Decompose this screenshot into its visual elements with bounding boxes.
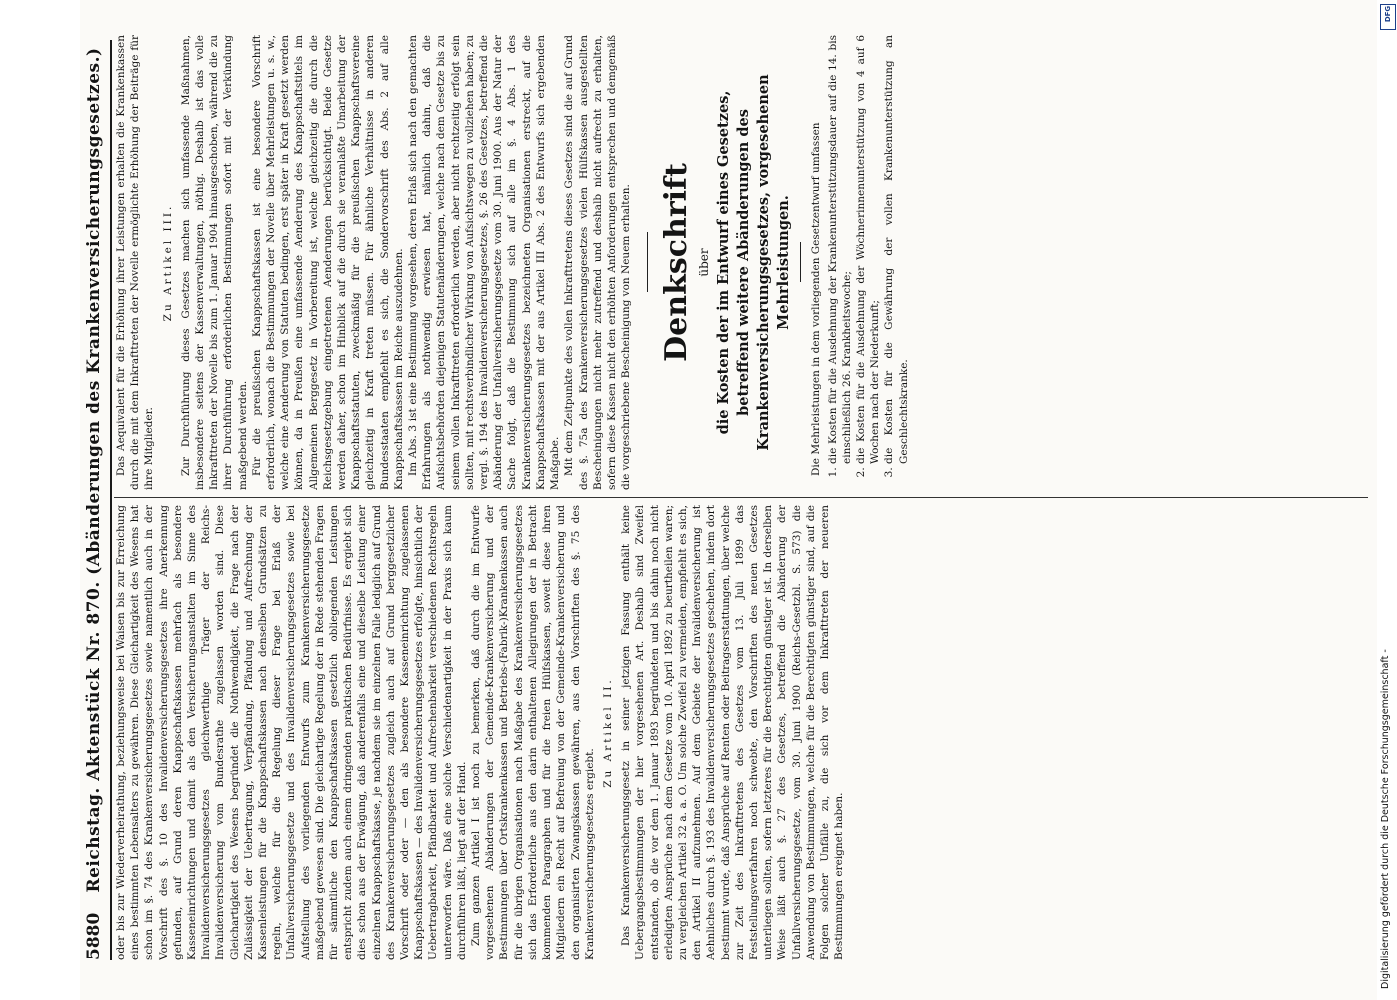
funding-credit: Digitalisierung gefördert durch die Deutsche Forschungsgemeinschaft - [1380,649,1391,989]
running-head [80,40,112,960]
page-title: Reichstag. Aktenstück Nr. 870. (Abänderungen des Krankenversicherungsgesetzes.) [84,47,104,893]
paragraph: Das Aequivalent für die Erhöhung ihrer Leistungen erhalten die Krankenkassen durch die mit dem Inkrafttreten der Novelle ermöglichte Erhöhung der Beiträge für ihre Mitglieder. [115,35,156,490]
paragraph: oder bis zur Wiederverheirathung, beziehungsweise bei Waisen bis zur Erreichung eines bestimmten Lebensalters zu gewähren. Diese Gleichartigkeit des Wesens hat schon im §. 74 des Krankenversicherungsgesetzes sowie namentlich auch in der Vorschrift des §. 10 des Invalidenversicherungsgesetzes ihre Anerkennung gefunden, auf Grund deren Knappschaftskassen mehrfach als besondere Kasseneinrichtungen und damit als den Versicherungsanstalten im Sinne des Invalidenversicherungsgesetzes gleichwerthige Träger der Reichs-Invalidenversicherung vom Bundesrathe zugelassen worden sind. Diese Gleichartigkeit des Wesens begründet die Nothwendigkeit, die Frage nach der Zulässigkeit der Uebertragung, Verpfändung, Pfändung und Aufrechnung der Kassenleistungen für die Knappschaftskassen nach denselben Grundsätzen zu regeln, welche für die Regelung dieser Frage bei Erlaß der Unfallversicherungsgesetze und des Invalidenversicherungsgesetzes sowie bei Aufstellung des vorliegenden Entwurfs zum Krankenversicherungsgesetze maßgebend gewesen sind. Die gleichartige Regelung der in Rede stehenden Fragen für sämmtliche den Knappschaftskassen gesetzlich obliegenden Leistungen entspricht zudem auch einem dringenden praktischen Bedürfnisse. Es ergiebt sich dies schon aus der Erwägung, daß anderenfalls eine und dieselbe Leistung einer einzelnen Knappschaftskasse, je nachdem sie im einzelnen Falle lediglich auf Grund des Krankenversicherungsgesetzes zugleich auch auf Grund berggesetzlicher Vorschrift oder oder — den als besondere Kasseneinrichtung zugelassenen Knappschaftskassen — des Invalidenversicherungsgesetzes erfolgte, hinsichtlich der Uebertragbarkeit, Pfändbarkeit und Aufrechenbarkeit verschiedenen Rechtsregeln unterworfen wäre. Daß eine solche Verschiedenartigkeit in der Praxis sich kaum durchführen läßt, liegt auf der Hand. [115,505,468,960]
section-divider [647,233,648,293]
right-column [114,35,1368,490]
paragraph: Mit dem Zeitpunkte des vollen Inkrafttretens dieses Gesetzes sind die auf Grund des §. 75a des Krankenversicherungsgesetzes vielen Hülfskassen ausgestellten Bescheinigungen nicht mehr zutreffend und deshalb nicht aufrecht zu erhalten, sofern diese Kassen nicht den erhöhten Anforderungen entsprechen und demgemäß die vorgeschriebene Bescheinigung von Neuem erhalten. [563,35,633,490]
memorandum-list [826,35,911,490]
dfg-logo-label: DFG [1384,5,1392,23]
memorandum-title: Denkschrift [659,163,695,362]
memorandum-over: über [697,248,712,277]
article-heading: Zu Artikel III. [161,203,174,322]
paragraph: Zum ganzen Artikel I ist noch zu bemerken, daß durch die im Entwurfe vorgesehenen Abänderungen der Gemeinde-Krankenversicherung und der Bestimmungen über Ortskrankenkassen und Betriebs-(Fabrik-)Krankenkassen auch für die übrigen Organisationen nach Maßgabe des Krankenversicherungsgesetzes sich das Erforderliche aus den darin enthaltenen Allegirungen der in Betracht kommenden Paragraphen und für die freien Hülfskassen, soweit diese ihren Mitgliedern ein Recht auf Befreiung von der Gemeinde-Krankenversicherung und den organisirten Zwangskassen gewähren, aus den Vorschriften des §. 75 des Krankenversicherungsgesetzes ergiebt. [470,505,596,960]
digitization-note [1377,0,1397,1000]
scanned-page [80,0,1380,1000]
article-heading: Zu Artikel II. [601,677,614,788]
left-column [114,505,1368,960]
page-number: 5880 [84,912,104,960]
memorandum-subject: die Kosten der im Entwurf eines Gesetzes, betreffend weitere Abänderungen des Krankenversicherungsgesetzes, vorgesehenen Mehrleistungen. [715,74,793,451]
list-item: 1. die Kosten für die Ausdehnung der Krankenunterstützungsdauer auf die 14. bis einschließlich 26. Krankheitswoche; [826,35,854,464]
paragraph: Für die preußischen Knappschaftskassen ist eine besondere Vorschrift erforderlich, wonach die Bestimmungen der Novelle über Mehrleistungen u. s. w., welche eine Aenderung von Statuten bedingen, erst später in Kraft gesetzt werden können, da in Preußen eine umfassende Aenderung des Knappschaftstitels im Allgemeinen Berggesetz in Vorbereitung ist, welche gleichzeitig die durch die Reichsgesetzgebung eingetretenen Aenderungen berücksichtigt. Beide Gesetze werden daher, schon im Hinblick auf die durch sie veranlaßte Umarbeitung der Knappschaftsstatuten, zweckmäßig für die preußischen Knappschaftsvereine gleichzeitig in Kraft treten müssen. Für ähnliche Verhältnisse in anderen Bundesstaaten empfiehlt es sich, die Sondervorschrift des Abs. 2 auf alle Knappschaftskassen im Reiche auszudehnen. [250,35,405,490]
column-divider [114,497,1368,498]
list-item: 3. die Kosten für die Gewährung der vollen Krankenunterstützung an Geschlechtskranke. [882,35,910,464]
paragraph: Das Krankenversicherungsgesetz in seiner jetzigen Fassung enthält keine Uebergangsbestimmungen der hier vorgesehenen Art. Deshalb sind Zweifel entstanden, ob die vor dem 1. Januar 1893 begründeten und bis dahin noch nicht erledigten Ansprüche nach dem Gesetze vom 10. April 1892 zu beurtheilen waren; zu vergleichen Artikel 32 a. a. O. Um solche Zweifel zu vermeiden, empfiehlt es sich, den Artikel II aufzunehmen. Auf dem Gebiete der Invalidenversicherung ist Aehnliches durch §. 193 des Invalidenversicherungsgesetzes geschehen, indem dort bestimmt wurde, daß Ansprüche auf Renten oder Beitragserstattungen, über welche zur Zeit des Inkrafttretens des Gesetzes vom 13. Juli 1899 das Feststellungsverfahren noch schwebte, den Vorschriften des neuen Gesetzes unterliegen sollten, sofern letzteres für die Berechtigten günstiger ist. In derselben Weise läßt auch §. 27 des Gesetzes, betreffend die Abänderung der Unfallversicherungsgesetze, vom 30. Juni 1900 (Reichs-Gesetzbl. S. 573) die Anwendung von Bestimmungen, welche für die Berechtigten günstiger sind, auf die Folgen solcher Unfälle zu, die sich vor dem Inkrafttreten der neueren Bestimmungen ereignet haben. [620,505,846,960]
short-divider [800,243,801,283]
paragraph: Im Abs. 3 ist eine Bestimmung vorgesehen, deren Erlaß sich nach den gemachten Erfahrungen als nothwendig erwiesen hat, nämlich dahin, daß die Aufsichtsbehörden diejenigen Statutenänderungen, welche nach dem Gesetze bis zu seinem vollen Inkrafttreten erforderlich werden, aber nicht rechtzeitig erfolgt sein sollten, mit rechtsverbindlicher Wirkung von Aufsichtswegen zu vollziehen haben; zu vergl. §. 194 des Invalidenversicherungsgesetzes, §. 26 des Gesetzes, betreffend die Abänderung der Unfallversicherungsgesetze vom 30. Juni 1900. Aus der Natur der Sache folgt, daß die Bestimmung sich auf alle im §. 4 Abs. 1 des Krankenversicherungsgesetzes bezeichneten Organisationen erstreckt, auf die Knappschaftskassen mit der aus Artikel III Abs. 2 des Entwurfs sich ergebenden Maßgabe. [407,35,562,490]
list-item: 2. die Kosten für die Ausdehnung der Wöchnerinnenunterstützung von 4 auf 6 Wochen nach der Niederkunft; [854,35,882,464]
memorandum-intro: Die Mehrleistungen in dem vorliegenden Gesetzentwurf umfassen [810,122,823,476]
dfg-logo-icon [1380,4,1396,30]
paragraph: Zur Durchführung dieses Gesetzes machen sich umfassende Maßnahmen, insbesondere seitens der Kassenverwaltungen, nöthig. Deshalb ist das volle Inkrafttreten der Novelle bis zum 1. Januar 1904 hinausgeschoben, während die zu ihrer Durchführung erforderlichen Bestimmungen sofort mit der Verkündung maßgebend werden. [179,35,249,490]
